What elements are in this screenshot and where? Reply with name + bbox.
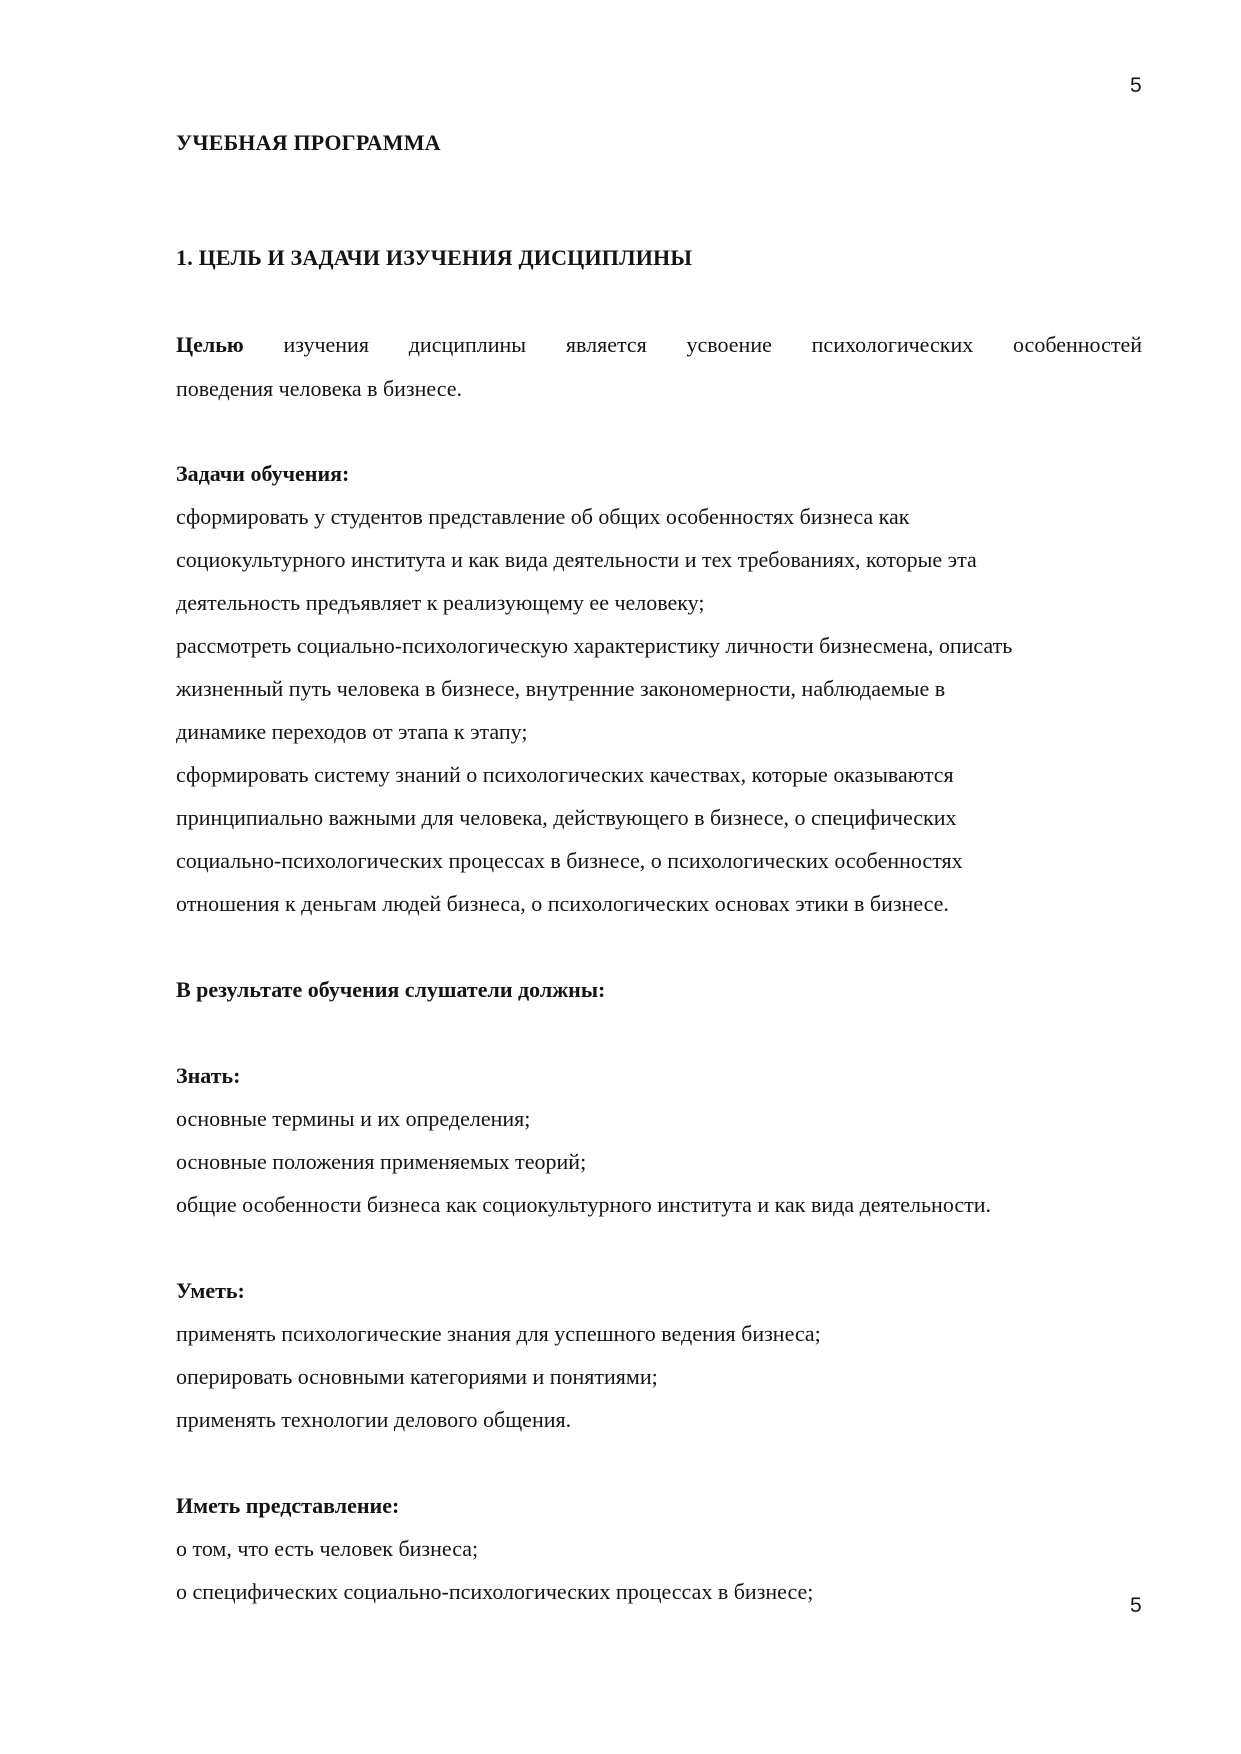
section-heading: 1. ЦЕЛЬ И ЗАДАЧИ ИЗУЧЕНИЯ ДИСЦИПЛИНЫ (176, 245, 693, 270)
have-idea-heading: Иметь представление: (176, 1493, 400, 1518)
goal-label: Целью (176, 332, 244, 357)
know-line: основные термины и их определения; (176, 1106, 531, 1131)
have-idea-line: о специфических социально-психологических процессах в бизнесе; (176, 1579, 814, 1604)
be-able-heading: Уметь: (176, 1278, 245, 1303)
goal-word: особенностей (1013, 332, 1142, 357)
have-idea-line: о том, что есть человек бизнеса; (176, 1536, 479, 1561)
goal-line-2: поведения человека в бизнесе. (176, 376, 463, 401)
tasks-line: принципиально важными для человека, действующего в бизнесе, о специфических (176, 805, 957, 830)
be-able-line: применять технологии делового общения. (176, 1407, 572, 1432)
tasks-line: социокультурного института и как вида деятельности и тех требованиях, которые эта (176, 547, 977, 572)
page-number-top: 5 (1130, 74, 1142, 97)
tasks-line: рассмотреть социально-психологическую характеристику личности бизнесмена, описать (176, 633, 1013, 658)
tasks-line: деятельность предъявляет к реализующему ее человеку; (176, 590, 705, 615)
tasks-line: социально-психологических процессах в бизнесе, о психологических особенностях (176, 848, 963, 873)
goal-word: психологических (811, 332, 974, 357)
tasks-heading: Задачи обучения: (176, 461, 350, 486)
goal-word: является (565, 332, 647, 357)
tasks-line: сформировать систему знаний о психологических качествах, которые оказываются (176, 762, 954, 787)
know-line: общие особенности бизнеса как социокультурного института и как вида деятельности. (176, 1192, 992, 1217)
know-line: основные положения применяемых теорий; (176, 1149, 587, 1174)
know-heading: Знать: (176, 1063, 241, 1088)
be-able-line: оперировать основными категориями и понятиями; (176, 1364, 658, 1389)
goal-word: усвоение (686, 332, 772, 357)
tasks-line: отношения к деньгам людей бизнеса, о психологических основах этики в бизнесе. (176, 891, 949, 916)
tasks-line: динамике переходов от этапа к этапу; (176, 719, 528, 744)
document-title: УЧЕБНАЯ ПРОГРАММА (176, 130, 441, 155)
page-number-bottom: 5 (1130, 1594, 1142, 1617)
results-heading: В результате обучения слушатели должны: (176, 977, 606, 1002)
goal-line (176, 332, 1142, 358)
be-able-line: применять психологические знания для успешного ведения бизнеса; (176, 1321, 821, 1346)
goal-word: дисциплины (408, 332, 527, 357)
tasks-line: сформировать у студентов представление об общих особенностях бизнеса как (176, 504, 910, 529)
goal-word: изучения (283, 332, 369, 357)
tasks-line: жизненный путь человека в бизнесе, внутренние закономерности, наблюдаемые в (176, 676, 946, 701)
